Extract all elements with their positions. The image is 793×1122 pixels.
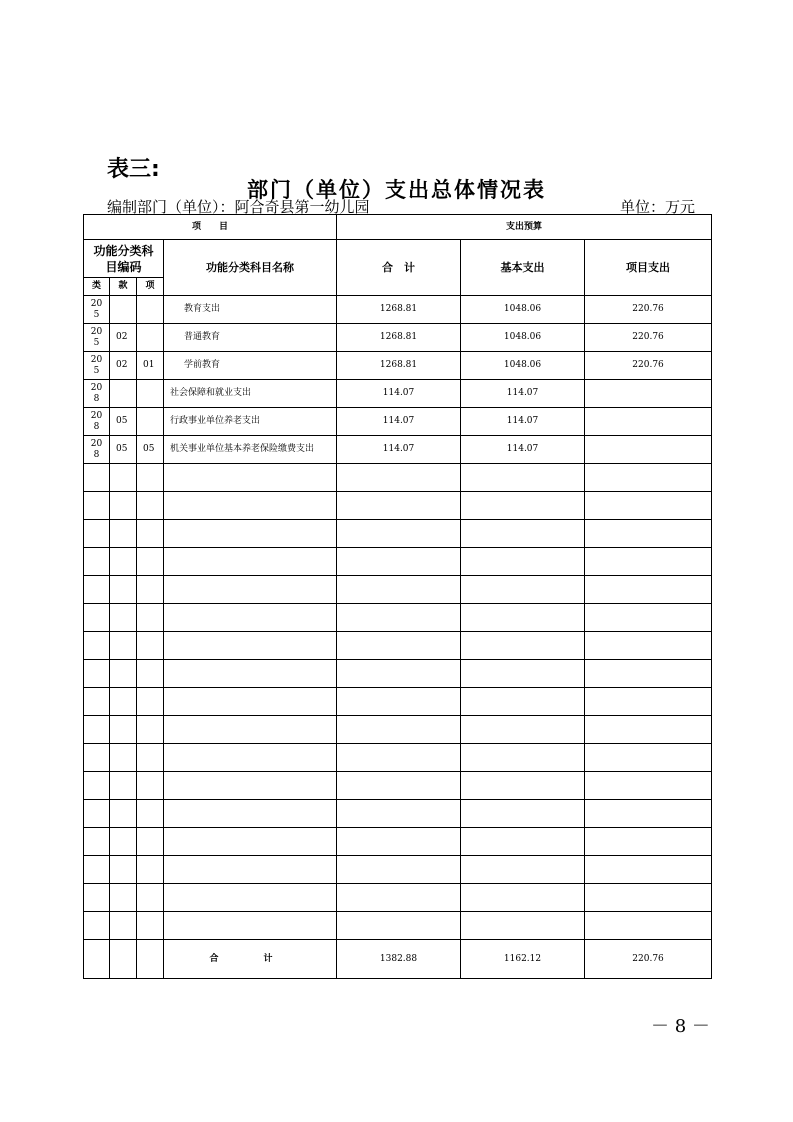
table-row <box>84 548 712 576</box>
cell-kuan <box>110 632 137 660</box>
cell-project <box>585 800 712 828</box>
cell-total <box>337 828 461 856</box>
cell-name: 普通教育 <box>164 324 337 352</box>
cell-total <box>337 492 461 520</box>
unit-line: 单位：万元 <box>620 198 696 216</box>
cell-kuan <box>110 464 137 492</box>
cell-kuan: 05 <box>110 436 137 464</box>
header-kuan: 款 <box>110 278 137 296</box>
cell-project <box>585 436 712 464</box>
cell-xiang <box>137 408 164 436</box>
cell-total <box>337 884 461 912</box>
cell-kuan <box>110 492 137 520</box>
cell-basic <box>461 492 585 520</box>
cell-lei <box>84 464 110 492</box>
table-row <box>84 352 712 380</box>
cell-xiang <box>137 688 164 716</box>
cell-project <box>585 660 712 688</box>
cell-project <box>585 688 712 716</box>
cell-total <box>337 548 461 576</box>
cell-basic <box>461 464 585 492</box>
cell-kuan <box>110 800 137 828</box>
cell-project <box>585 408 712 436</box>
cell-basic: 114.07 <box>461 380 585 408</box>
expenditure-table <box>83 214 712 979</box>
cell-total <box>337 912 461 940</box>
cell-lei <box>84 716 110 744</box>
cell-kuan <box>110 576 137 604</box>
cell-kuan: 02 <box>110 352 137 380</box>
footer-empty-cell <box>110 940 137 979</box>
cell-lei <box>84 520 110 548</box>
cell-xiang <box>137 856 164 884</box>
table-row <box>84 604 712 632</box>
cell-xiang <box>137 576 164 604</box>
footer-empty-cell <box>84 940 110 979</box>
header-basic: 基本支出 <box>461 240 585 296</box>
cell-basic <box>461 520 585 548</box>
cell-lei <box>84 548 110 576</box>
cell-kuan <box>110 380 137 408</box>
table-row <box>84 324 712 352</box>
cell-basic <box>461 912 585 940</box>
cell-basic <box>461 744 585 772</box>
cell-lei: 20 8 <box>84 436 110 464</box>
cell-total <box>337 632 461 660</box>
cell-total <box>337 688 461 716</box>
cell-lei <box>84 772 110 800</box>
cell-project <box>585 772 712 800</box>
cell-project: 220.76 <box>585 352 712 380</box>
table-row <box>84 744 712 772</box>
cell-xiang <box>137 828 164 856</box>
cell-project: 220.76 <box>585 324 712 352</box>
cell-xiang <box>137 464 164 492</box>
cell-xiang <box>137 660 164 688</box>
cell-total <box>337 660 461 688</box>
cell-total <box>337 520 461 548</box>
table-row <box>84 800 712 828</box>
cell-name: 教育支出 <box>164 296 337 324</box>
cell-project <box>585 380 712 408</box>
cell-kuan <box>110 548 137 576</box>
cell-name <box>164 828 337 856</box>
footer-empty-cell <box>137 940 164 979</box>
cell-basic <box>461 856 585 884</box>
cell-xiang <box>137 912 164 940</box>
cell-name <box>164 688 337 716</box>
cell-lei <box>84 492 110 520</box>
cell-basic <box>461 548 585 576</box>
cell-basic <box>461 632 585 660</box>
department-line: 编制部门（单位）：阿合奇县第一幼儿园 <box>107 198 370 216</box>
cell-basic: 1048.06 <box>461 324 585 352</box>
page-title: 部门（单位）支出总体情况表 <box>247 178 546 202</box>
table-row <box>84 912 712 940</box>
cell-name <box>164 464 337 492</box>
cell-project <box>585 464 712 492</box>
cell-name <box>164 632 337 660</box>
cell-name <box>164 660 337 688</box>
cell-kuan <box>110 744 137 772</box>
cell-project <box>585 604 712 632</box>
cell-basic <box>461 772 585 800</box>
cell-xiang: 05 <box>137 436 164 464</box>
cell-name <box>164 492 337 520</box>
cell-kuan: 02 <box>110 324 137 352</box>
cell-kuan <box>110 856 137 884</box>
cell-name <box>164 912 337 940</box>
cell-name: 行政事业单位养老支出 <box>164 408 337 436</box>
cell-basic: 114.07 <box>461 436 585 464</box>
cell-name <box>164 520 337 548</box>
cell-name <box>164 716 337 744</box>
cell-project <box>585 548 712 576</box>
cell-total: 1268.81 <box>337 324 461 352</box>
cell-basic: 114.07 <box>461 408 585 436</box>
cell-total <box>337 772 461 800</box>
cell-kuan <box>110 912 137 940</box>
cell-lei <box>84 576 110 604</box>
cell-lei <box>84 800 110 828</box>
cell-basic: 1048.06 <box>461 296 585 324</box>
cell-total: 1268.81 <box>337 352 461 380</box>
cell-lei: 20 5 <box>84 352 110 380</box>
cell-basic <box>461 800 585 828</box>
cell-total: 114.07 <box>337 408 461 436</box>
cell-kuan: 05 <box>110 408 137 436</box>
cell-basic <box>461 604 585 632</box>
cell-xiang <box>137 492 164 520</box>
cell-lei <box>84 688 110 716</box>
cell-lei <box>84 912 110 940</box>
cell-lei <box>84 828 110 856</box>
cell-name <box>164 800 337 828</box>
cell-xiang: 01 <box>137 352 164 380</box>
cell-name: 社会保障和就业支出 <box>164 380 337 408</box>
cell-basic <box>461 716 585 744</box>
cell-name: 学前教育 <box>164 352 337 380</box>
cell-lei <box>84 632 110 660</box>
cell-kuan <box>110 828 137 856</box>
cell-kuan <box>110 520 137 548</box>
cell-name <box>164 576 337 604</box>
cell-lei <box>84 660 110 688</box>
table-row <box>84 828 712 856</box>
cell-lei <box>84 856 110 884</box>
footer-project: 220.76 <box>585 940 712 979</box>
cell-lei: 20 8 <box>84 408 110 436</box>
header-item: 项 目 <box>84 215 337 240</box>
header-total: 合 计 <box>337 240 461 296</box>
header-xiang: 项 <box>137 278 164 296</box>
cell-kuan <box>110 772 137 800</box>
table-row <box>84 492 712 520</box>
cell-project <box>585 884 712 912</box>
cell-lei: 20 5 <box>84 324 110 352</box>
footer-label: 合 计 <box>164 940 337 979</box>
cell-project <box>585 576 712 604</box>
cell-total: 1268.81 <box>337 296 461 324</box>
cell-kuan <box>110 660 137 688</box>
table-label: 表三: <box>107 157 160 182</box>
cell-total <box>337 464 461 492</box>
cell-basic <box>461 660 585 688</box>
table-row <box>84 884 712 912</box>
cell-lei <box>84 744 110 772</box>
cell-basic <box>461 884 585 912</box>
cell-project <box>585 828 712 856</box>
cell-xiang <box>137 548 164 576</box>
table-row <box>84 856 712 884</box>
cell-name: 机关事业单位基本养老保险缴费支出 <box>164 436 337 464</box>
cell-xiang <box>137 380 164 408</box>
cell-project <box>585 520 712 548</box>
cell-name <box>164 856 337 884</box>
cell-kuan <box>110 884 137 912</box>
cell-kuan <box>110 716 137 744</box>
cell-total <box>337 576 461 604</box>
cell-project <box>585 492 712 520</box>
table-row <box>84 380 712 408</box>
table-row <box>84 660 712 688</box>
cell-total <box>337 856 461 884</box>
cell-xiang <box>137 520 164 548</box>
table-row <box>84 464 712 492</box>
cell-name <box>164 772 337 800</box>
table-row <box>84 716 712 744</box>
cell-basic <box>461 576 585 604</box>
cell-total <box>337 744 461 772</box>
cell-xiang <box>137 744 164 772</box>
header-budget: 支出预算 <box>337 215 712 240</box>
table-row <box>84 576 712 604</box>
header-lei: 类 <box>84 278 110 296</box>
cell-xiang <box>137 884 164 912</box>
cell-name <box>164 884 337 912</box>
header-func-code: 功能分类科目编码 <box>84 240 164 278</box>
table-row <box>84 436 712 464</box>
cell-project <box>585 856 712 884</box>
cell-project <box>585 632 712 660</box>
cell-xiang <box>137 772 164 800</box>
cell-name <box>164 548 337 576</box>
cell-total: 114.07 <box>337 380 461 408</box>
cell-total <box>337 716 461 744</box>
page-number: － 8 － <box>651 1016 710 1037</box>
cell-basic: 1048.06 <box>461 352 585 380</box>
header-project: 项目支出 <box>585 240 712 296</box>
cell-xiang <box>137 324 164 352</box>
table-row <box>84 408 712 436</box>
table-row <box>84 772 712 800</box>
cell-project <box>585 912 712 940</box>
footer-basic: 1162.12 <box>461 940 585 979</box>
cell-lei: 20 8 <box>84 380 110 408</box>
cell-project: 220.76 <box>585 296 712 324</box>
cell-project <box>585 744 712 772</box>
cell-basic <box>461 688 585 716</box>
cell-kuan <box>110 604 137 632</box>
cell-lei <box>84 884 110 912</box>
cell-name <box>164 604 337 632</box>
header-func-name: 功能分类科目名称 <box>164 240 337 296</box>
table-row <box>84 296 712 324</box>
cell-kuan <box>110 688 137 716</box>
cell-kuan <box>110 296 137 324</box>
table-row <box>84 632 712 660</box>
cell-xiang <box>137 632 164 660</box>
cell-project <box>585 716 712 744</box>
cell-lei <box>84 604 110 632</box>
table-row <box>84 520 712 548</box>
cell-total: 114.07 <box>337 436 461 464</box>
cell-total <box>337 800 461 828</box>
cell-xiang <box>137 716 164 744</box>
cell-lei: 20 5 <box>84 296 110 324</box>
cell-xiang <box>137 800 164 828</box>
cell-name <box>164 744 337 772</box>
cell-xiang <box>137 604 164 632</box>
cell-xiang <box>137 296 164 324</box>
cell-total <box>337 604 461 632</box>
table-row <box>84 688 712 716</box>
cell-basic <box>461 828 585 856</box>
footer-total: 1382.88 <box>337 940 461 979</box>
